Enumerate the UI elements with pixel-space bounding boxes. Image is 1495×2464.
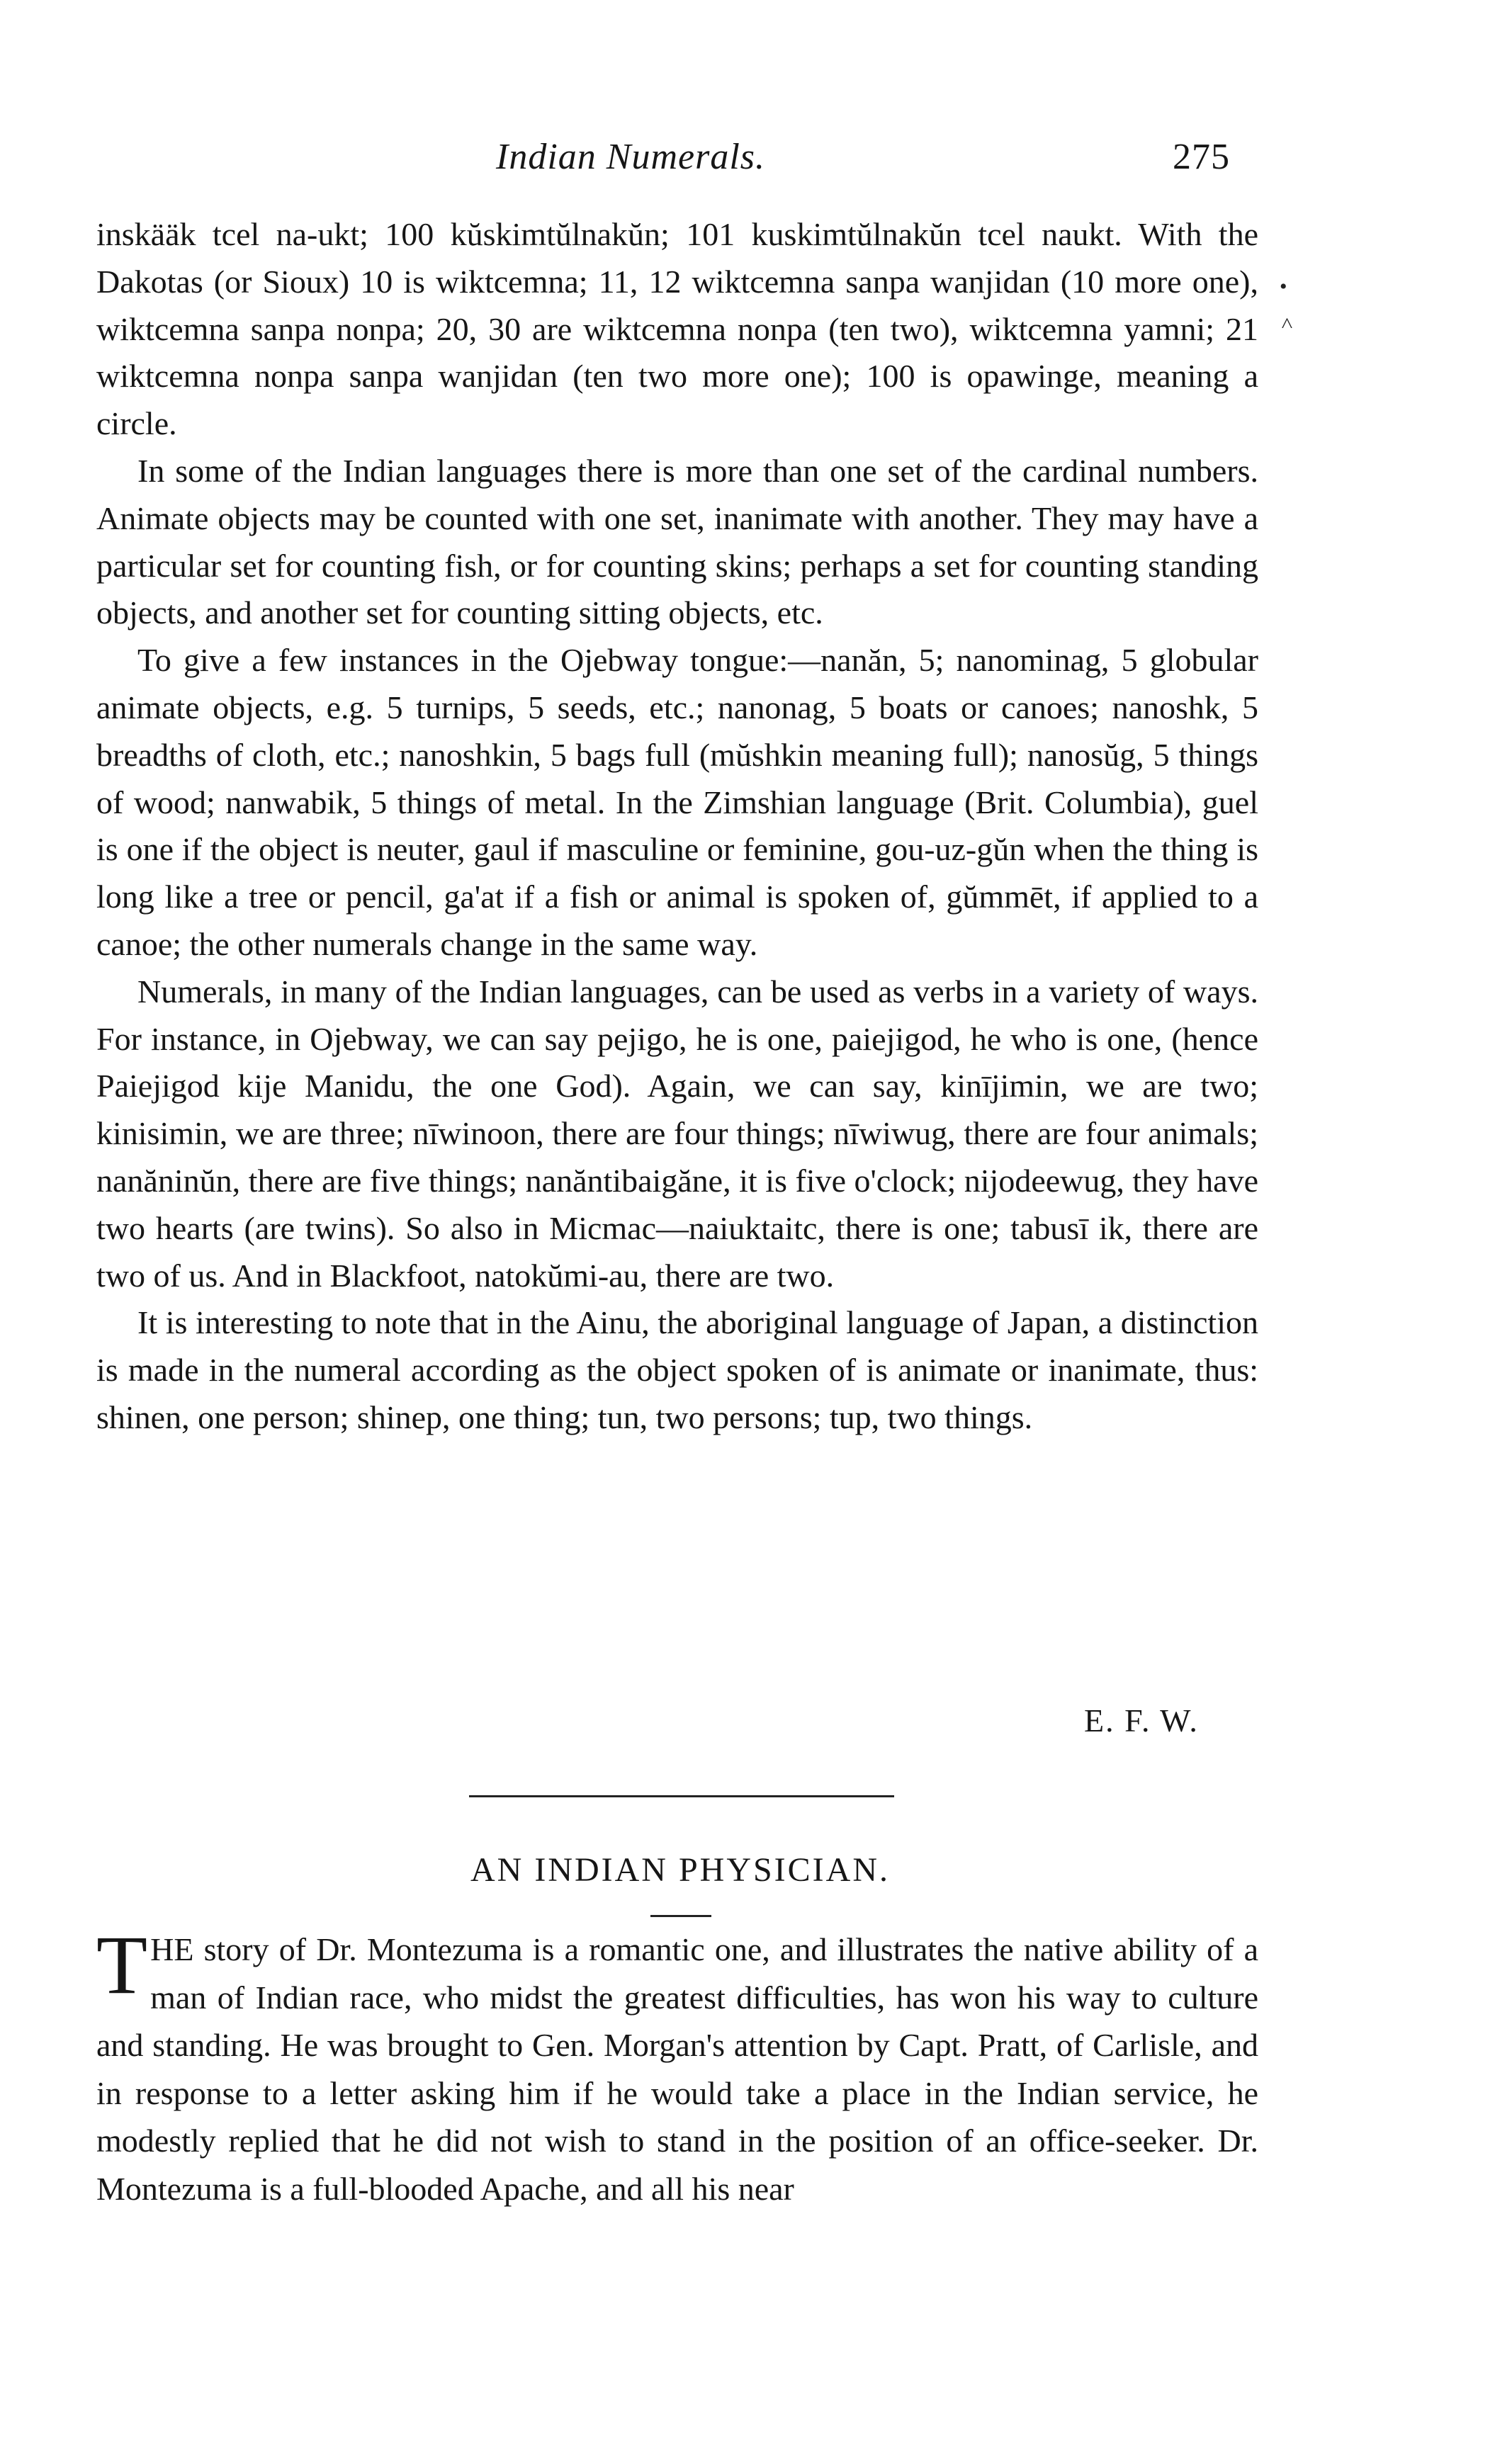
numerals-article [96, 211, 1258, 1442]
paragraph: Numerals, in many of the Indian languages, can be used as verbs in a variety of ways. For instance, in Ojebway, we can say pejigo, he is one, paiejigod, he who is one, (hence Paiejigod kije Manidu, the one God). Again, we can say, kinījimin, we are two; kinisimin, we are three; nīwinoon, there are four things; nīwiwug, there are four animals; nanăninŭn, there are five things; nanăntibaigăne, it is five o'clock; nijodeewug, they have two hearts (are twins). So also in Micmac—naiuktaitc, there is one; tabusī ik, there are two of us. And in Blackfoot, natokŭmi-au, there are two. [96, 973, 1258, 1294]
margin-mark: • [1280, 275, 1287, 298]
paragraph: inskääk tcel na-ukt; 100 kŭskimtŭlnakŭn; 101 kuskimtŭlnakŭn tcel naukt. With the Dakotas (or Sioux) 10 is wiktcemna; 11, 12 wiktcemna sanpa wanjidan (10 more one), wiktcemna sanpa nonpa; 20, 30 are wiktcemna nonpa (ten two), wiktcemna yamni; 21 wiktcemna nonpa sanpa wanjidan (ten two more one); 100 is opawinge, meaning a circle. [96, 216, 1258, 442]
page-number: 275 [1173, 137, 1230, 177]
section-heading: AN INDIAN PHYSICIAN. [470, 1851, 890, 1889]
paragraph: In some of the Indian languages there is more than one set of the cardinal numbers. Animate objects may be counted with one set, inanimate with another. They may have a particular set for counting fish, or for counting skins; perhaps a set for counting standing objects, and another set for counting sitting objects, etc. [96, 452, 1258, 631]
paragraph [96, 1918, 1258, 2212]
section-divider [469, 1795, 894, 1797]
paragraph-text: HE story of Dr. Montezuma is a romantic one, and illustrates the native ability of a man of Indian race, who midst the greatest difficulties, has won his way to culture and standing. He was brought to Gen. Morgan's attention by Capt. Pratt, of Carlisle, and in response to a letter asking him if he would take a place in the Indian service, he modestly replied that he did not wish to stand in the position of an office-seeker. Dr. Montezuma is a full-blooded Apache, and all his near [96, 1931, 1258, 2207]
heading-underline [650, 1915, 711, 1917]
running-head [0, 136, 1495, 193]
physician-article [96, 1918, 1258, 2212]
paragraph: To give a few instances in the Ojebway tongue:—nanăn, 5; nanominag, 5 globular animate objects, e.g. 5 turnips, 5 seeds, etc.; nanonag, 5 boats or canoes; nanoshk, 5 breadths of cloth, etc.; nanoshkin, 5 bags full (mŭshkin meaning full); nanosŭg, 5 things of wood; nanwabik, 5 things of metal. In the Zimshian language (Brit. Columbia), guel is one if the object is neuter, gaul if masculine or feminine, gou-uz-gŭn when the thing is long like a tree or pencil, ga'at if a fish or animal is spoken of, gŭmmēt, if applied to a canoe; the other numerals change in the same way. [96, 642, 1258, 962]
paragraph: It is interesting to note that in the Ainu, the aboriginal language of Japan, a distinction is made in the numeral according as the object spoken of is animate or inanimate, thus: shinen, one person; shinep, one thing; tun, two persons; tup, two things. [96, 1304, 1258, 1435]
drop-cap: T [96, 1918, 148, 2011]
running-title: Indian Numerals. [496, 137, 765, 177]
margin-mark: ˄ [1281, 312, 1293, 335]
author-initials: E. F. W. [1084, 1702, 1199, 1739]
